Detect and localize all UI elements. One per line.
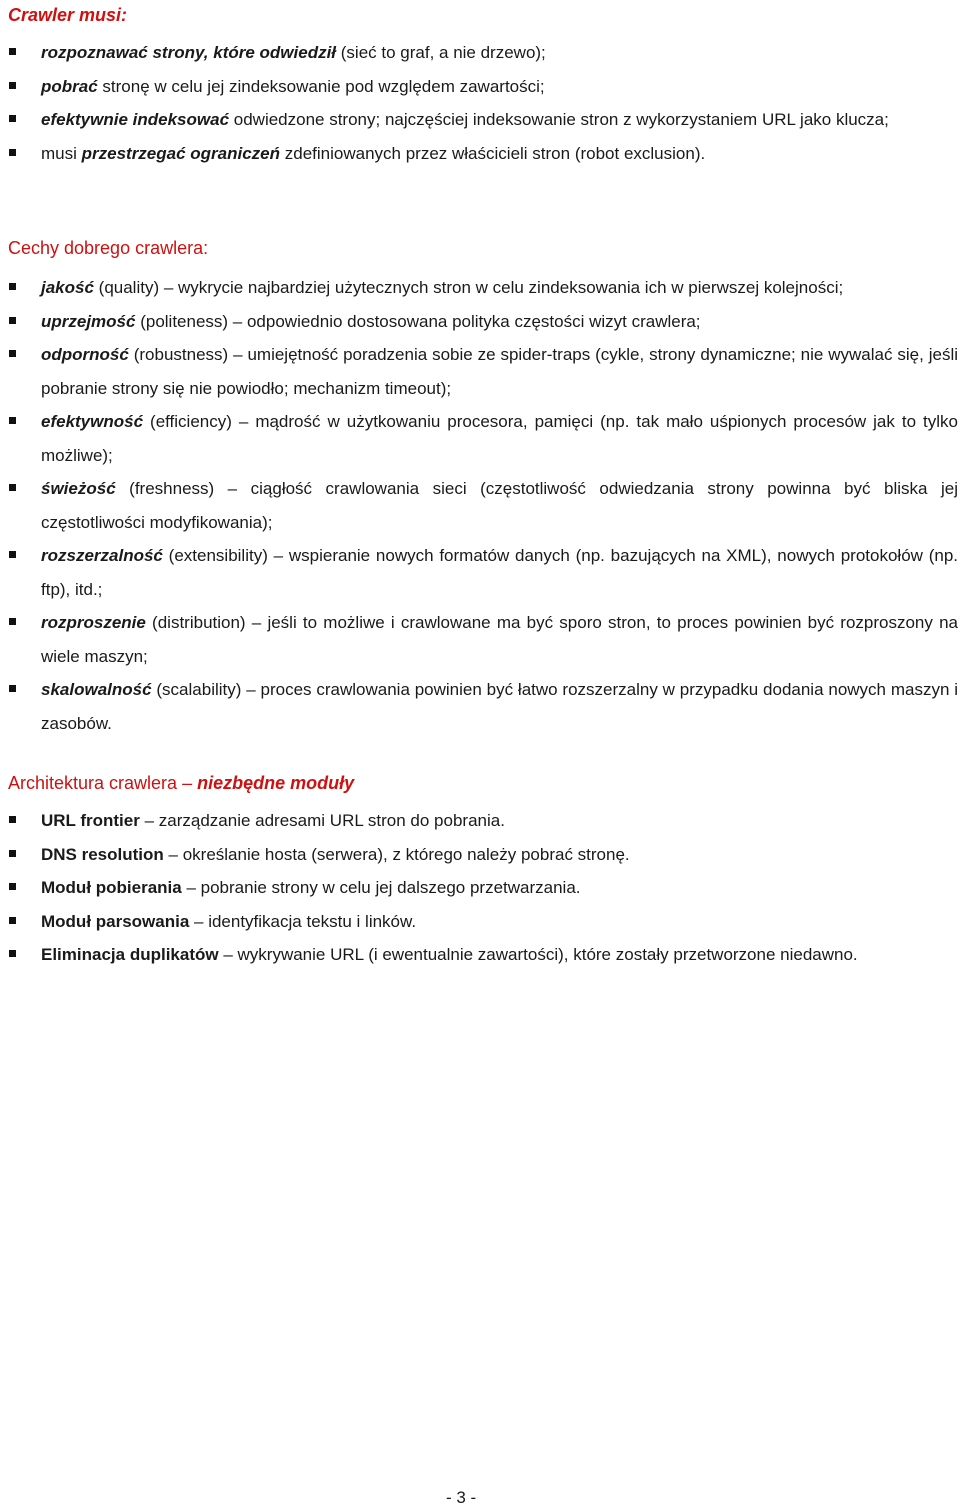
bullet-square-icon xyxy=(9,551,16,558)
item-text: (efficiency) – mądrość w użytkowaniu procesora, pamięci (np. tak mało uśpionych procesów jak to tylko możliwe); xyxy=(41,412,958,465)
list-item xyxy=(8,804,958,838)
item-term: odporność xyxy=(41,345,129,364)
heading-dash: – xyxy=(177,773,198,793)
list-item xyxy=(8,305,958,339)
item-term: jakość xyxy=(41,278,94,297)
item-text: – pobranie strony w celu jej dalszego przetwarzania. xyxy=(181,878,581,897)
item-term: DNS resolution xyxy=(41,844,164,864)
list-item xyxy=(8,70,958,104)
bullet-list xyxy=(8,36,958,170)
bullet-square-icon xyxy=(9,685,16,692)
item-term: przestrzegać ograniczeń xyxy=(81,143,281,163)
bullet-square-icon xyxy=(9,149,16,156)
item-text: – wykrywanie URL (i ewentualnie zawartości), które zostały przetworzone niedawno. xyxy=(218,945,858,964)
item-term: URL frontier xyxy=(41,811,140,830)
bullet-square-icon xyxy=(9,283,16,290)
item-term: uprzejmość xyxy=(41,311,136,331)
list-item xyxy=(8,838,958,872)
item-text: (freshness) – ciągłość crawlowania sieci (częstotliwość odwiedzania strony powinna być bliska jej częstotliwości modyfikowania); xyxy=(41,479,958,532)
bullet-square-icon xyxy=(9,950,16,957)
list-item xyxy=(8,338,958,405)
item-text: – zarządzanie adresami URL stron do pobrania. xyxy=(139,811,505,830)
list-item xyxy=(8,539,958,606)
bullet-square-icon xyxy=(9,883,16,890)
bullet-square-icon xyxy=(9,82,16,89)
bullet-square-icon xyxy=(9,917,16,924)
bullet-square-icon xyxy=(9,618,16,625)
list-item xyxy=(8,673,958,740)
item-text: (scalability) – proces crawlowania powinien być łatwo rozszerzalny w przypadku dodania nowych maszyn i zasobów. xyxy=(41,680,958,733)
list-item xyxy=(8,137,958,171)
bullet-square-icon xyxy=(9,350,16,357)
bullet-square-icon xyxy=(9,115,16,122)
list-item xyxy=(8,938,958,972)
heading-emphasis: niezbędne moduły xyxy=(197,773,355,793)
item-text: odwiedzone strony; najczęściej indeksowanie stron z wykorzystaniem URL jako klucza; xyxy=(229,110,889,129)
item-term: skalowalność xyxy=(41,680,152,699)
section-heading: Cechy dobrego crawlera: xyxy=(8,238,209,258)
item-text: – określanie hosta (serwera), z którego należy pobrać stronę. xyxy=(163,844,630,864)
item-text: (robustness) – umiejętność poradzenia sobie ze spider-traps (cykle, strony dynamiczne; nie wywalać się, jeśli pobranie strony się nie powiodło; mechanizm timeout); xyxy=(41,345,958,398)
item-prefix: musi xyxy=(41,143,82,163)
item-text: stronę w celu jej zindeksowanie pod względem zawartości; xyxy=(97,76,545,96)
list-item xyxy=(8,405,958,472)
item-term: rozszerzalność xyxy=(41,546,163,565)
bullet-square-icon xyxy=(9,850,16,857)
bullet-square-icon xyxy=(9,417,16,424)
item-term: Eliminacja duplikatów xyxy=(41,945,219,964)
list-item xyxy=(8,103,891,137)
item-term: Moduł pobierania xyxy=(41,878,182,897)
list-item xyxy=(8,271,958,305)
section-architektura xyxy=(8,772,958,972)
page-number: - 3 - xyxy=(446,1488,477,1507)
item-text: (distribution) – jeśli to możliwe i crawlowane ma być sporo stron, to proces powinien być rozproszony na wiele maszyn; xyxy=(41,613,958,666)
item-term: pobrać xyxy=(41,76,98,96)
item-text: (politeness) – odpowiednio dostosowana polityka częstości wizyt crawlera; xyxy=(135,311,701,331)
bullet-list xyxy=(8,804,958,972)
item-text: (quality) – wykrycie najbardziej użytecznych stron w celu zindeksowania ich w pierwszej kolejności; xyxy=(93,278,844,297)
bullet-square-icon xyxy=(9,48,16,55)
bullet-list xyxy=(8,271,958,740)
item-text: (sieć to graf, a nie drzewo); xyxy=(336,43,546,62)
list-item xyxy=(8,905,958,939)
list-item xyxy=(8,472,958,539)
bullet-square-icon xyxy=(9,317,16,324)
item-term: efektywność xyxy=(41,412,144,431)
item-text: – identyfikacja tekstu i linków. xyxy=(189,911,417,931)
item-term: Moduł parsowania xyxy=(41,911,190,931)
section-cechy-crawlera xyxy=(8,237,958,740)
list-item xyxy=(8,606,958,673)
section-heading xyxy=(8,772,958,794)
item-text: (extensibility) – wspieranie nowych formatów danych (np. bazujących na XML), nowych protokołów (np. ftp), itd.; xyxy=(41,546,958,599)
item-term: rozpoznawać strony, które odwiedził xyxy=(41,43,337,62)
section-heading: Crawler musi: xyxy=(8,5,128,25)
item-term: rozproszenie xyxy=(41,613,146,632)
item-text: zdefiniowanych przez właścicieli stron (robot exclusion). xyxy=(280,143,706,163)
list-item xyxy=(8,36,958,70)
section-crawler-musi xyxy=(8,4,958,170)
bullet-square-icon xyxy=(9,816,16,823)
bullet-square-icon xyxy=(9,484,16,491)
item-term: efektywnie indeksować xyxy=(41,110,230,129)
list-item xyxy=(8,871,958,905)
item-term: świeżość xyxy=(41,479,116,498)
heading-part: Architektura crawlera xyxy=(8,773,178,793)
